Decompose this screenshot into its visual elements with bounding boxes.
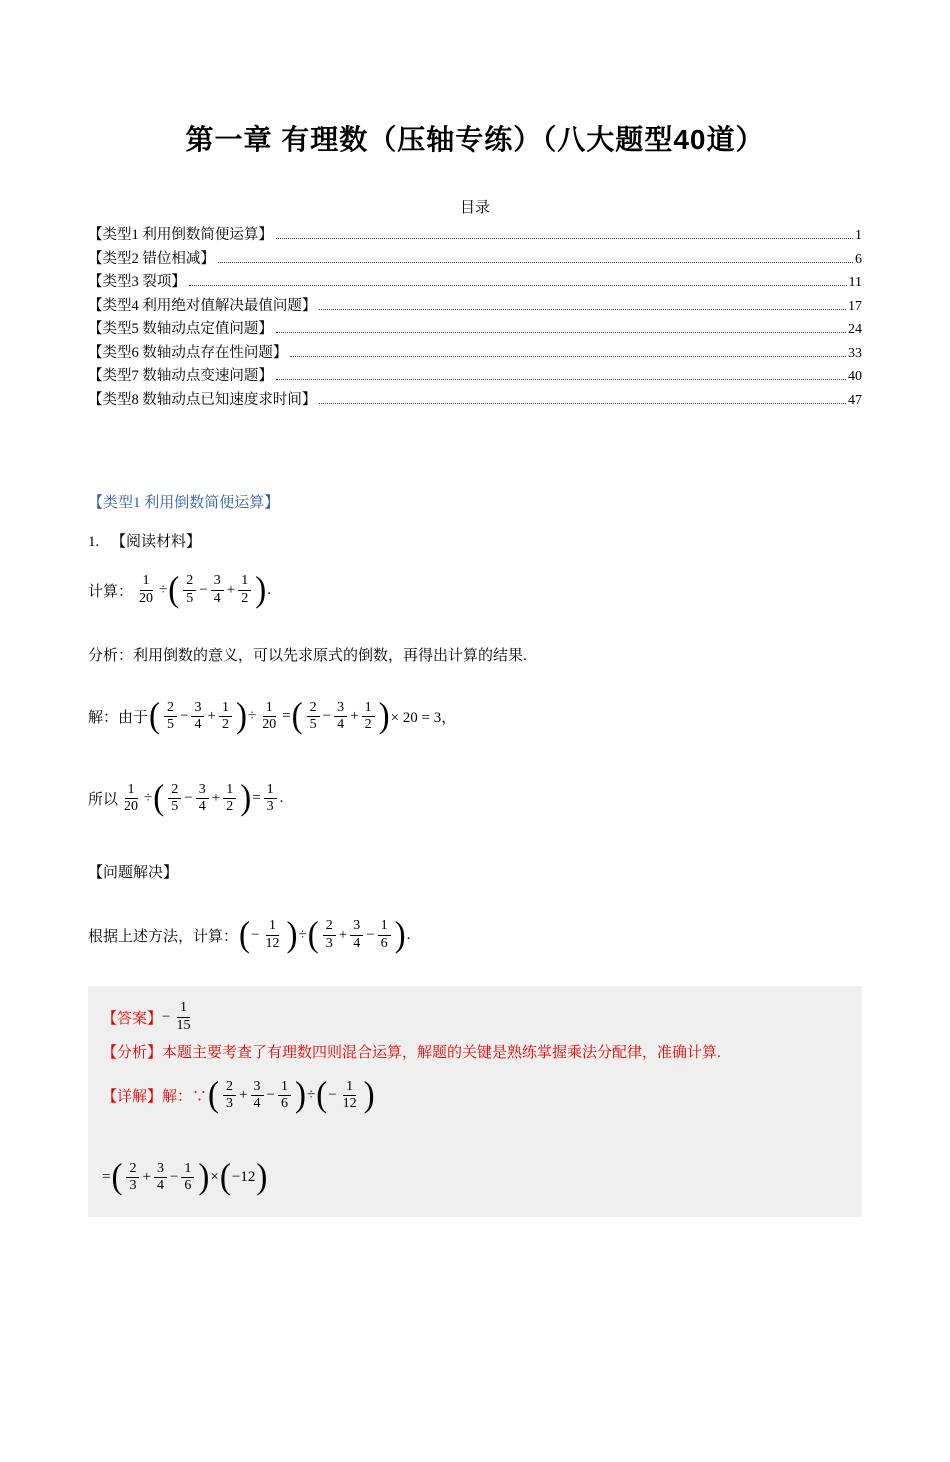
formula-calc: 计算： $\frac{1}{20}$ ÷ ( $\frac{2}{5}$ − $\frac{3}{4}$ + $\frac{1}{2}$ ) .: [88, 570, 271, 609]
toc-entry[interactable]: [88, 341, 862, 365]
toc-dotted-leader: [189, 285, 847, 286]
toc-title: 目录: [459, 200, 490, 216]
toc-entry-label: 【类型2 错位相减】: [88, 250, 215, 267]
toc-dotted-leader: [276, 379, 846, 380]
analysis-label: 【分析】: [102, 1045, 163, 1061]
answer-label: 【答案】: [102, 1010, 163, 1027]
toc-entry[interactable]: [88, 294, 862, 318]
analysis-line: [102, 1042, 848, 1065]
toc-entry-label: 【类型6 数轴动点存在性问题】: [88, 344, 288, 361]
task-formula: 根据上述方法，计算： ( − $\frac{1}{12}$ ) ÷ ( $\frac{2}{3}$ + $\frac{3}{4}$ − $\frac{1}{6}$ ) .: [88, 915, 411, 954]
answer-box: [88, 986, 862, 1217]
table-of-contents: [88, 223, 862, 411]
toc-dotted-leader: [319, 403, 846, 404]
reading-material-label: 【阅读材料】: [111, 534, 202, 550]
toc-dotted-leader: [290, 356, 846, 357]
detail-prefix: 解：∵: [162, 1089, 208, 1105]
toc-dotted-leader: [319, 309, 846, 310]
toc-page-number: 24: [848, 322, 862, 337]
problem-number: 1.: [88, 534, 100, 550]
toc-entry-label: 【类型8 数轴动点已知速度求时间】: [88, 391, 317, 408]
detail-formula-1: ( $\frac{2}{3}$ + $\frac{3}{4}$ − $\frac{1}{6}$ ) ÷ ( − $\frac{1}{12}$ ): [208, 1075, 375, 1115]
document-page: [0, 118, 950, 1217]
detail-label: 【详解】: [102, 1089, 163, 1105]
toc-entry[interactable]: [88, 247, 862, 271]
toc-page-number: 17: [848, 298, 862, 314]
problem-header: [88, 530, 862, 551]
section-heading: 【类型1 利用倒数简便运算】: [88, 495, 280, 511]
analysis-text: 分析：利用倒数的意义，可以先求原式的倒数，再得出计算的结果.: [88, 648, 527, 664]
toc-page-number: 1: [855, 228, 862, 243]
toc-entry-label: 【类型5 数轴动点定值问题】: [88, 321, 273, 337]
solution-therefore: 所以 $\frac{1}{20}$ ÷ ( $\frac{2}{5}$ − $\frac{3}{4}$ + $\frac{1}{2}$ ) = $\frac{1}{3}$ .: [88, 778, 284, 818]
analysis-note: 本题主要考查了有理数四则混合运算，解题的关键是熟练掌握乘法分配律，准确计算.: [162, 1045, 721, 1061]
detail-formula-2: = ( $\frac{2}{3}$ + $\frac{3}{4}$ − $\frac{1}{6}$ ) × ( −12 ): [102, 1157, 268, 1197]
toc-dotted-leader: [276, 332, 846, 333]
toc-entry[interactable]: [88, 270, 862, 294]
toc-entry-label: 【类型3 裂项】: [88, 274, 186, 290]
toc-dotted-leader: [276, 238, 853, 239]
solution-since: 解：由于 ( $\frac{2}{5}$ − $\frac{3}{4}$ + $\frac{1}{2}$ ) ÷ $\frac{1}{20}$ = ( $\frac{2}{5}$ − $\frac{3}{4}$ + $\frac{1}{2}$ ) × 20 = 3，: [88, 696, 457, 736]
detail-line: [102, 1073, 848, 1119]
toc-entry[interactable]: [88, 364, 862, 388]
toc-entry-label: 【类型7 数轴动点变速问题】: [88, 368, 273, 384]
toc-page-number: 47: [848, 392, 862, 408]
problem-solving-label: 【问题解决】: [88, 864, 179, 881]
toc-entry-label: 【类型1 利用倒数简便运算】: [88, 227, 273, 243]
toc-dotted-leader: [218, 262, 853, 263]
toc-entry-label: 【类型4 利用绝对值解决最值问题】: [88, 297, 317, 314]
answer-line: [102, 994, 848, 1040]
toc-entry[interactable]: [88, 223, 862, 247]
toc-entry[interactable]: [88, 317, 862, 341]
answer-value: − $\frac{1}{15}$: [162, 1000, 191, 1033]
toc-page-number: 33: [848, 345, 862, 361]
toc-entry[interactable]: [88, 388, 862, 412]
toc-page-number: 40: [848, 369, 862, 384]
toc-page-number: 6: [855, 251, 862, 267]
toc-page-number: 11: [848, 275, 862, 290]
page-title: 第一章 有理数（压轴专练）（八大题型40道）: [185, 124, 765, 155]
